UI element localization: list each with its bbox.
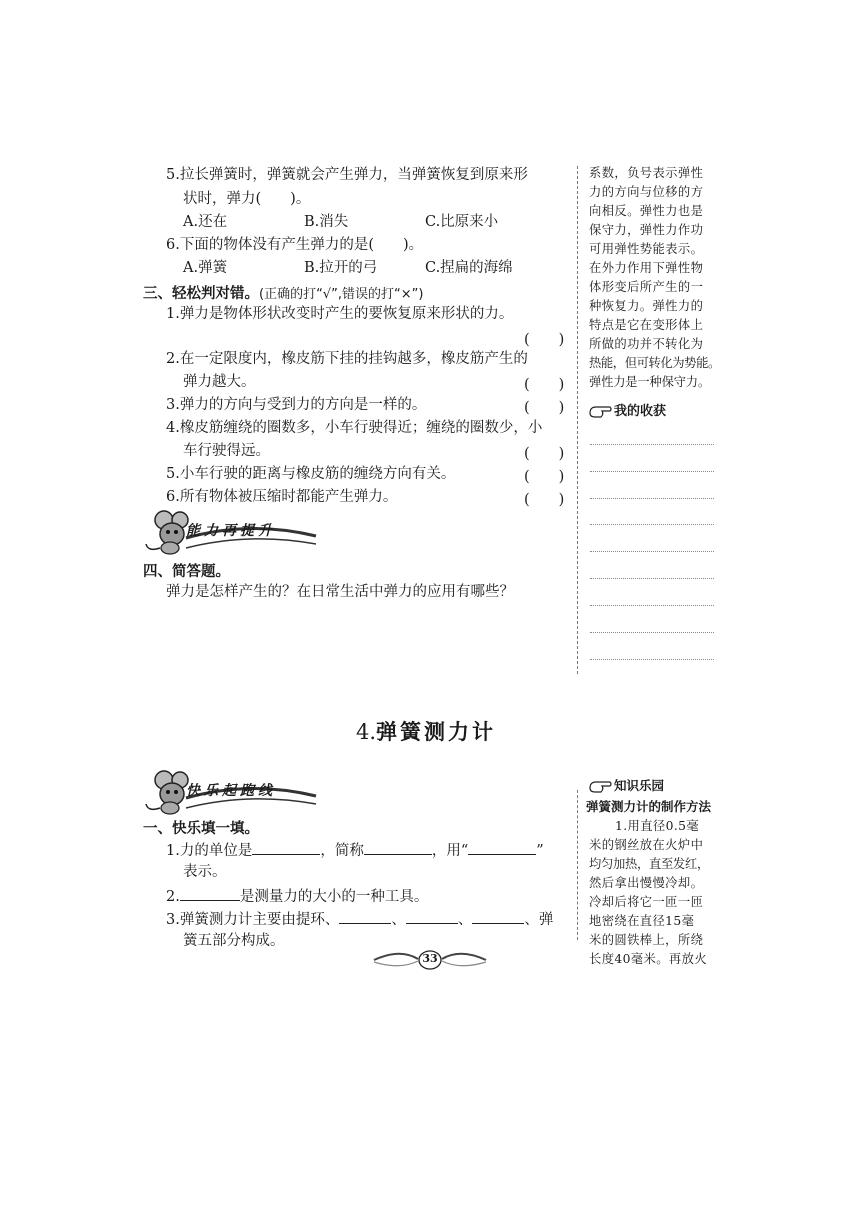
answer-paren-1[interactable]: ( ) (524, 332, 565, 348)
harvest-line[interactable] (590, 605, 714, 606)
fill-question-1-cont: 表示。 (183, 864, 227, 880)
answer-blank[interactable] (468, 840, 536, 855)
tf-item-6: 6.所有物体被压缩时都能产生弹力。 (166, 489, 398, 505)
knowledge-line: 均匀加热，直至发红， (589, 857, 709, 871)
question-5-option-c: C.比原来小 (425, 214, 499, 230)
answer-blank[interactable] (252, 840, 320, 855)
sidebar-divider-bottom (577, 790, 578, 940)
question-5-option-b: B.消失 (304, 214, 349, 230)
knowledge-title: 弹簧测力计的制作方法 (586, 799, 712, 814)
sidebar-text-block (589, 164, 720, 392)
answer-blank[interactable] (180, 886, 240, 901)
knowledge-line: 1.用直径0.5毫 (615, 819, 700, 833)
knowledge-line: 米的圆铁棒上，所绕 (589, 933, 704, 947)
knowledge-label (588, 776, 664, 795)
q1-text-b: ，简称 (320, 843, 364, 859)
sidebar-line: 保守力，弹性力作功 (589, 223, 704, 237)
q2-text-b: 是测量力的大小的一种工具。 (239, 889, 429, 905)
harvest-label: 我的收获 (614, 404, 667, 419)
section-3-heading (143, 282, 423, 303)
tf-item-2-cont: 弹力越大。 (183, 374, 256, 390)
knowledge-line: 冷却后将它一匝一匝 (589, 895, 704, 909)
sidebar-line: 在外力作用下弹性物 (589, 261, 704, 275)
question-5-line2: 状时，弹力( )。 (183, 191, 311, 207)
tf-item-4: 4.橡皮筋缠绕的圈数多，小车行驶得近；缠绕的圈数少，小 (166, 420, 543, 436)
question-6-option-b: B.拉开的弓 (304, 260, 378, 276)
sidebar-line: 特点是它在变形体上 (589, 318, 704, 332)
knowledge-line: 长度40毫米。再放火 (589, 952, 708, 966)
answer-blank[interactable] (339, 909, 391, 924)
harvest-line[interactable] (590, 578, 714, 579)
sidebar-line: 体形变后所产生的一 (589, 280, 704, 294)
fill-question-3 (166, 909, 553, 929)
answer-blank[interactable] (364, 840, 432, 855)
harvest-line[interactable] (590, 444, 714, 445)
section-4-question: 弹力是怎样产生的？在日常生活中弹力的应用有哪些？ (166, 584, 514, 600)
harvest-heading (588, 400, 666, 420)
knowledge-label-text: 知识乐园 (614, 778, 665, 793)
harvest-line[interactable] (590, 551, 714, 552)
q1-text-a: 1.力的单位是 (166, 843, 253, 859)
section-4-heading: 四、简答题。 (143, 564, 230, 580)
question-6-line: 6.下面的物体没有产生弹力的是( )。 (166, 237, 424, 253)
tf-item-1: 1.弹力是物体形状改变时产生的要恢复原来形状的力。 (166, 306, 514, 322)
sidebar-line: 种恢复力。弹性力的 (589, 299, 704, 313)
answer-paren-6[interactable]: ( ) (524, 492, 565, 508)
tf-item-3: 3.弹力的方向与受到力的方向是一样的。 (166, 397, 427, 413)
knowledge-text-block (589, 817, 709, 969)
q1-text-d: ” (536, 843, 544, 859)
page-number: 33 (422, 952, 438, 965)
question-6-option-c: C.捏扁的海绵 (425, 260, 513, 276)
section-3-title: 三、轻松判对错。 (143, 286, 259, 302)
chapter-name: 弹簧测力计 (376, 720, 497, 744)
tf-item-2: 2.在一定限度内，橡皮筋下挂的挂钩越多，橡皮筋产生的 (166, 351, 528, 367)
sidebar-line: 所做的功并不转化为 (589, 337, 704, 351)
harvest-line[interactable] (590, 524, 714, 525)
sidebar-line: 可用弹性势能表示。 (589, 242, 704, 256)
answer-blank[interactable] (472, 909, 524, 924)
sidebar-line: 热能，但可转化为势能。 (589, 356, 720, 370)
fill-section-heading: 一、快乐填一填。 (143, 821, 259, 837)
harvest-line[interactable] (590, 498, 714, 499)
answer-paren-2[interactable]: ( ) (524, 377, 565, 393)
answer-blank[interactable] (406, 909, 458, 924)
fill-question-3-cont: 簧五部分构成。 (183, 933, 285, 949)
harvest-line[interactable] (590, 659, 714, 660)
answer-paren-3[interactable]: ( ) (524, 400, 565, 416)
harvest-line[interactable] (590, 632, 714, 633)
banner-start-title: 快乐起跑线 (186, 783, 276, 799)
fill-question-2 (166, 886, 428, 906)
question-5-line1: 5.拉长弹簧时，弹簧就会产生弹力，当弹簧恢复到原来形 (166, 167, 528, 183)
sidebar-divider-top (577, 166, 578, 674)
pointing-hand-icon (588, 779, 614, 795)
tf-item-5: 5.小车行驶的距离与橡皮筋的缠绕方向有关。 (166, 466, 456, 482)
sidebar-line: 系数，负号表示弹性 (589, 166, 704, 180)
harvest-line[interactable] (590, 471, 714, 472)
q3-text-b: 、弹 (524, 912, 554, 928)
knowledge-line: 然后拿出慢慢冷却。 (589, 876, 704, 890)
q3-separator: 、 (391, 912, 406, 928)
chapter-number: 4. (356, 720, 377, 744)
q1-text-c: ，用“ (431, 843, 469, 859)
tf-item-4-cont: 车行驶得远。 (183, 443, 270, 459)
q2-text-a: 2. (166, 889, 180, 905)
banner-ability-title: 能力再提升 (186, 523, 276, 539)
answer-paren-4[interactable]: ( ) (524, 446, 565, 462)
answer-paren-5[interactable]: ( ) (524, 469, 565, 485)
knowledge-line: 米的钢丝放在火炉中 (589, 838, 704, 852)
question-6-option-a: A.弹簧 (183, 260, 228, 276)
pointing-hand-icon (588, 404, 614, 420)
knowledge-line: 地密绕在直径15毫 (589, 914, 695, 928)
sidebar-line: 弹性力是一种保守力。 (589, 375, 710, 389)
sidebar-line: 向相反。弹性力也是 (589, 204, 704, 218)
question-5-option-a: A.还在 (183, 214, 228, 230)
section-3-note: (正确的打“√”,错误的打“×”) (259, 287, 424, 302)
fill-question-1 (166, 840, 544, 860)
q3-separator: 、 (457, 912, 473, 928)
q3-text-a: 3.弹簧测力计主要由提环、 (166, 912, 340, 928)
sidebar-line: 力的方向与位移的方 (589, 185, 704, 199)
chapter-title (356, 716, 496, 746)
